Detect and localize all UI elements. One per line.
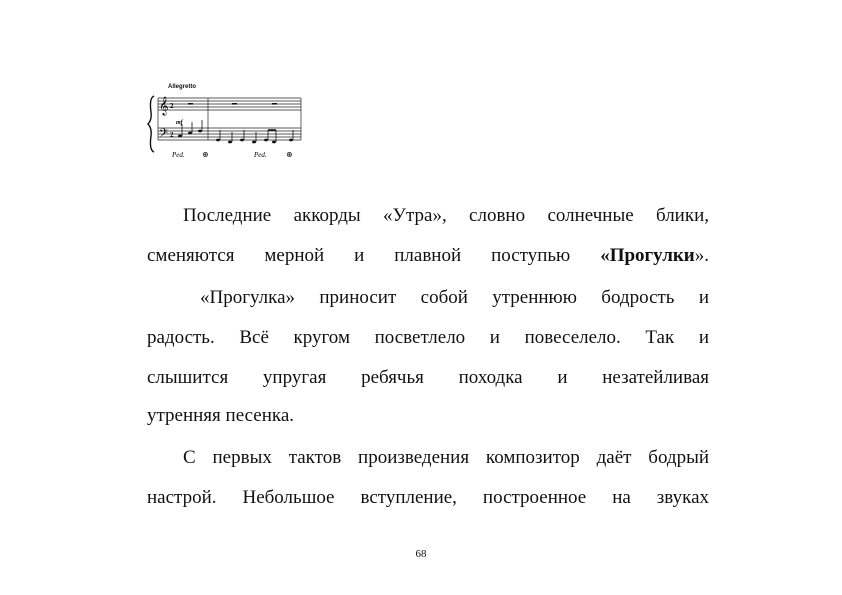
- svg-text:⊛: ⊛: [286, 150, 293, 159]
- svg-text:𝄢: 𝄢: [159, 127, 169, 143]
- paragraph-2-line-2: радость. Всё кругом посветлело и повеселело. Так и: [147, 327, 709, 348]
- tempo-marking: Allegretto: [168, 84, 197, 90]
- paragraph-1-line-2: [147, 246, 709, 266]
- line-2-text: сменяются мерной и плавной поступью: [147, 245, 601, 266]
- svg-text:mf: mf: [176, 120, 183, 126]
- svg-text:2: 2: [170, 102, 174, 110]
- svg-text:Ped.: Ped.: [254, 151, 267, 159]
- paragraph-3-line-2: настрой. Небольшое вступление, построенное на звуках: [147, 487, 709, 508]
- title-progulki: «Прогулки: [600, 245, 695, 266]
- svg-text:2: 2: [170, 131, 174, 139]
- paragraph-1-line-1: Последние аккорды «Утра», словно солнечные блики,: [183, 205, 709, 226]
- music-score-excerpt: [146, 84, 306, 164]
- page-number: 68: [415, 548, 427, 560]
- svg-text:𝄞: 𝄞: [159, 96, 169, 115]
- score-staves: [146, 84, 306, 164]
- svg-text:Ped.: Ped.: [172, 151, 185, 159]
- svg-text:⊛: ⊛: [202, 150, 209, 159]
- paragraph-2-line-1: «Прогулка» приносит собой утреннюю бодрость и: [200, 287, 709, 308]
- paragraph-3-line-1: С первых тактов произведения композитор даёт бодрый: [183, 447, 709, 468]
- line-2-end: ».: [694, 245, 709, 266]
- paragraph-2-line-3: слышится упругая ребячья походка и незатейливая: [147, 367, 709, 388]
- paragraph-2-line-4: утренняя песенка.: [147, 405, 294, 426]
